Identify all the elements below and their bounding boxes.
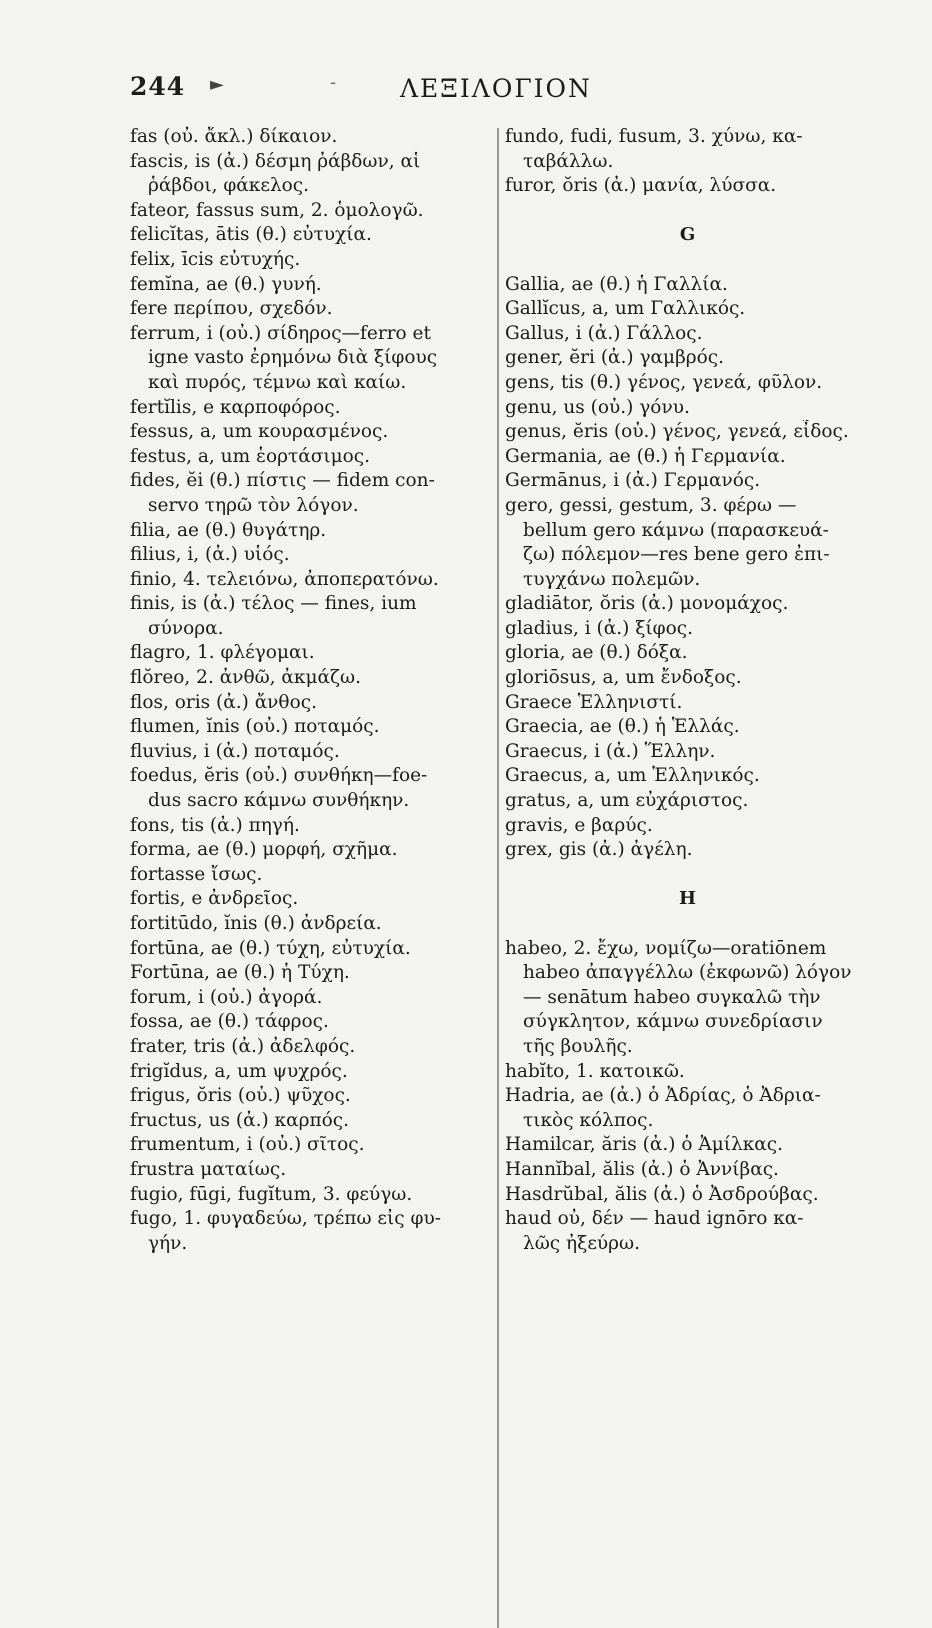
dictionary-entry: Germania, ae (θ.) ἡ Γερμανία. bbox=[505, 445, 786, 467]
left-column bbox=[130, 125, 492, 1256]
dictionary-entry: Hannĭbal, ălis (ἀ.) ὁ Ἀννίβας. bbox=[505, 1158, 779, 1180]
dictionary-entry: flos, oris (ἀ.) ἄνθος. bbox=[130, 691, 317, 713]
dictionary-entry: Germānus, i (ἀ.) Γερμανός. bbox=[505, 470, 761, 492]
dictionary-entry: habĭto, 1. κατοικῶ. bbox=[505, 1060, 685, 1082]
dictionary-entry: forum, i (οὐ.) ἀγορά. bbox=[130, 986, 323, 1008]
dictionary-entry: Graecia, ae (θ.) ἡ Ἑλλάς. bbox=[505, 716, 740, 738]
dictionary-entry: grex, gis (ἀ.) ἀγέλη. bbox=[505, 839, 693, 861]
dictionary-entry: frustra ματαίως. bbox=[130, 1158, 287, 1180]
dictionary-entry: Gallĭcus, a, um Γαλλικός. bbox=[505, 298, 746, 320]
entry-continuation: σύνορα. bbox=[148, 617, 224, 639]
entry-continuation: ῥάβδοι, φάκελος. bbox=[148, 175, 310, 197]
dictionary-entry: fascis, is (ἀ.) δέσμη ῥάβδων, αἱ bbox=[130, 150, 421, 172]
right-column bbox=[505, 125, 870, 1256]
dictionary-entry: fortūna, ae (θ.) τύχη, εὐτυχία. bbox=[130, 937, 411, 959]
dictionary-entry: finis, is (ἀ.) τέλος — fines, ium bbox=[130, 593, 417, 615]
ornament-arrow-icon: ► bbox=[210, 74, 224, 95]
dictionary-entry: gloriōsus, a, um ἔνδοξος. bbox=[505, 667, 742, 689]
entry-continuation: τικὸς κόλπος. bbox=[523, 1109, 654, 1131]
dictionary-entry: felix, īcis εὐτυχής. bbox=[130, 248, 301, 270]
dictionary-entry: gloria, ae (θ.) δόξα. bbox=[505, 642, 688, 664]
dictionary-entry: filius, i, (ἀ.) υἱός. bbox=[130, 544, 290, 566]
dictionary-entry: fortis, e ἀνδρεῖος. bbox=[130, 888, 299, 910]
dictionary-entry: haud οὐ, δέν — haud ignōro κα- bbox=[505, 1208, 804, 1230]
dictionary-entry: fossa, ae (θ.) τάφρος. bbox=[130, 1011, 329, 1033]
dictionary-entry: gladiātor, ŏris (ἀ.) μονομάχος. bbox=[505, 593, 789, 615]
section-letter-heading: G bbox=[679, 224, 696, 246]
dictionary-entry: frigus, ŏris (οὐ.) ψῦχος. bbox=[130, 1085, 351, 1107]
entry-continuation: ταβάλλω. bbox=[523, 150, 614, 172]
dictionary-entry: femĭna, ae (θ.) γυνή. bbox=[130, 273, 322, 295]
dictionary-entry: frigĭdus, a, um ψυχρός. bbox=[130, 1060, 348, 1082]
dictionary-entry: Hamilcar, ăris (ἀ.) ὁ Ἀμίλκας. bbox=[505, 1134, 784, 1156]
entry-continuation: ζω) πόλεμον—res bene gero ἐπι- bbox=[523, 544, 830, 566]
dictionary-entry: genu, us (οὐ.) γόνυ. bbox=[505, 396, 690, 418]
blank-line bbox=[505, 912, 870, 937]
dictionary-entry: Graece Ἑλληνιστί. bbox=[505, 691, 683, 713]
page-number: 244 bbox=[130, 72, 186, 101]
dictionary-entry: fessus, a, um κουρασμένος. bbox=[130, 421, 389, 443]
dictionary-entry: gener, ĕri (ἀ.) γαμβρός. bbox=[505, 347, 725, 369]
dictionary-entry: genus, ĕris (οὐ.) γένος, γενεά, εἶδος. bbox=[505, 421, 849, 443]
entry-continuation: habeo ἀπαγγέλλω (ἐκφωνῶ) λόγον bbox=[523, 962, 852, 984]
dictionary-entry: festus, a, um ἑορτάσιμος. bbox=[130, 445, 370, 467]
dictionary-entry: frumentum, i (οὐ.) σῖτος. bbox=[130, 1134, 365, 1156]
entry-continuation: καὶ πυρός, τέμνω καὶ καίω. bbox=[148, 371, 407, 393]
dictionary-entry: fateor, fassus sum, 2. ὁμολογῶ. bbox=[130, 199, 424, 221]
dictionary-entry: fides, ĕi (θ.) πίστις — fidem con- bbox=[130, 470, 435, 492]
dictionary-entry: ferrum, i (οὐ.) σίδηρος—ferro et bbox=[130, 322, 431, 344]
dictionary-entry: gladius, i (ἀ.) ξίφος. bbox=[505, 617, 693, 639]
blank-line bbox=[505, 863, 870, 888]
dictionary-entry: flŏreo, 2. ἀνθῶ, ἀκμάζω. bbox=[130, 667, 361, 689]
dictionary-entry: gens, tis (θ.) γένος, γενεά, φῦλον. bbox=[505, 371, 823, 393]
dictionary-entry: fructus, us (ἀ.) καρπός. bbox=[130, 1109, 350, 1131]
dictionary-entry: fluvius, i (ἀ.) ποταμός. bbox=[130, 740, 340, 762]
entry-continuation: τῆς βουλῆς. bbox=[523, 1035, 633, 1057]
section-letter-heading: H bbox=[678, 888, 696, 910]
dictionary-entry: Hadria, ae (ἀ.) ὁ Ἀδρίας, ὁ Ἀδρια- bbox=[505, 1085, 821, 1107]
dictionary-entry: felicĭtas, ātis (θ.) εὐτυχία. bbox=[130, 224, 372, 246]
header-dot: - bbox=[330, 72, 337, 93]
dictionary-entry: furor, ŏris (ἀ.) μανία, λύσσα. bbox=[505, 175, 777, 197]
dictionary-entry: gravis, e βαρύς. bbox=[505, 814, 653, 836]
entry-continuation: servo τηρῶ τὸν λόγον. bbox=[148, 494, 359, 516]
dictionary-entry: Gallus, i (ἀ.) Γάλλος. bbox=[505, 322, 703, 344]
dictionary-entry: fortasse ἴσως. bbox=[130, 863, 263, 885]
dictionary-entry: fons, tis (ἀ.) πηγή. bbox=[130, 814, 300, 836]
dictionary-entry: forma, ae (θ.) μορφή, σχῆμα. bbox=[130, 839, 398, 861]
dictionary-entry: habeo, 2. ἔχω, νομίζω—oratiōnem bbox=[505, 937, 827, 959]
entry-continuation: dus sacro κάμνω συνθήκην. bbox=[148, 790, 410, 812]
dictionary-entry: finio, 4. τελειόνω, ἀποπερατόνω. bbox=[130, 568, 439, 590]
column-divider bbox=[497, 128, 499, 1628]
dictionary-entry: Graecus, i (ἀ.) Ἕλλην. bbox=[505, 740, 716, 762]
dictionary-entry: Fortūna, ae (θ.) ἡ Τύχη. bbox=[130, 962, 350, 984]
entry-continuation: σύγκλητον, κάμνω συνεδρίασιν bbox=[523, 1011, 823, 1033]
dictionary-entry: fere περίπου, σχεδόν. bbox=[130, 298, 333, 320]
page-header bbox=[130, 72, 850, 108]
entry-continuation: igne vasto ἐρημόνω διὰ ξίφους bbox=[148, 347, 438, 369]
dictionary-entry: fugo, 1. φυγαδεύω, τρέπω εἰς φυ- bbox=[130, 1208, 441, 1230]
dictionary-entry: gero, gessi, gestum, 3. φέρω — bbox=[505, 494, 797, 516]
dictionary-entry: fortitūdo, ĭnis (θ.) ἀνδρεία. bbox=[130, 913, 382, 934]
dictionary-entry: foedus, ĕris (οὐ.) συνθήκη—foe- bbox=[130, 765, 428, 787]
entry-continuation: λῶς ἠξεύρω. bbox=[523, 1232, 640, 1254]
dictionary-entry: fertĭlis, e καρποφόρος. bbox=[130, 396, 341, 418]
entry-continuation: γήν. bbox=[148, 1232, 188, 1254]
dictionary-entry: Graecus, a, um Ἑλληνικός. bbox=[505, 765, 760, 787]
entry-continuation: — senātum habeo συγκαλῶ τὴν bbox=[523, 986, 821, 1008]
blank-line bbox=[505, 199, 870, 224]
dictionary-entry: filia, ae (θ.) θυγάτηρ. bbox=[130, 519, 327, 541]
dictionary-entry: Gallia, ae (θ.) ἡ Γαλλία. bbox=[505, 273, 728, 295]
dictionary-entry: Hasdrŭbal, ălis (ἀ.) ὁ Ἀσδρούβας. bbox=[505, 1183, 819, 1205]
dictionary-entry: gratus, a, um εὐχάριστος. bbox=[505, 790, 749, 812]
running-title: ΛΕΞΙΛΟΓΙΟΝ bbox=[400, 74, 592, 103]
right-entry-list bbox=[505, 125, 870, 1256]
left-entry-list bbox=[130, 125, 492, 1256]
dictionary-entry: flumen, ĭnis (οὐ.) ποταμός. bbox=[130, 716, 380, 738]
dictionary-entry: fas (οὐ. ἄκλ.) δίκαιον. bbox=[130, 126, 338, 147]
blank-line bbox=[505, 248, 870, 273]
dictionary-entry: flagro, 1. φλέγομαι. bbox=[130, 642, 315, 664]
dictionary-entry: fugio, fūgi, fugĭtum, 3. φεύγω. bbox=[130, 1183, 413, 1205]
entry-continuation: bellum gero κάμνω (παρασκευά- bbox=[523, 519, 829, 541]
dictionary-entry: fundo, fudi, fusum, 3. χύνω, κα- bbox=[505, 126, 803, 147]
dictionary-entry: frater, tris (ἀ.) ἀδελφός. bbox=[130, 1035, 356, 1057]
entry-continuation: τυγχάνω πολεμῶν. bbox=[523, 568, 701, 590]
